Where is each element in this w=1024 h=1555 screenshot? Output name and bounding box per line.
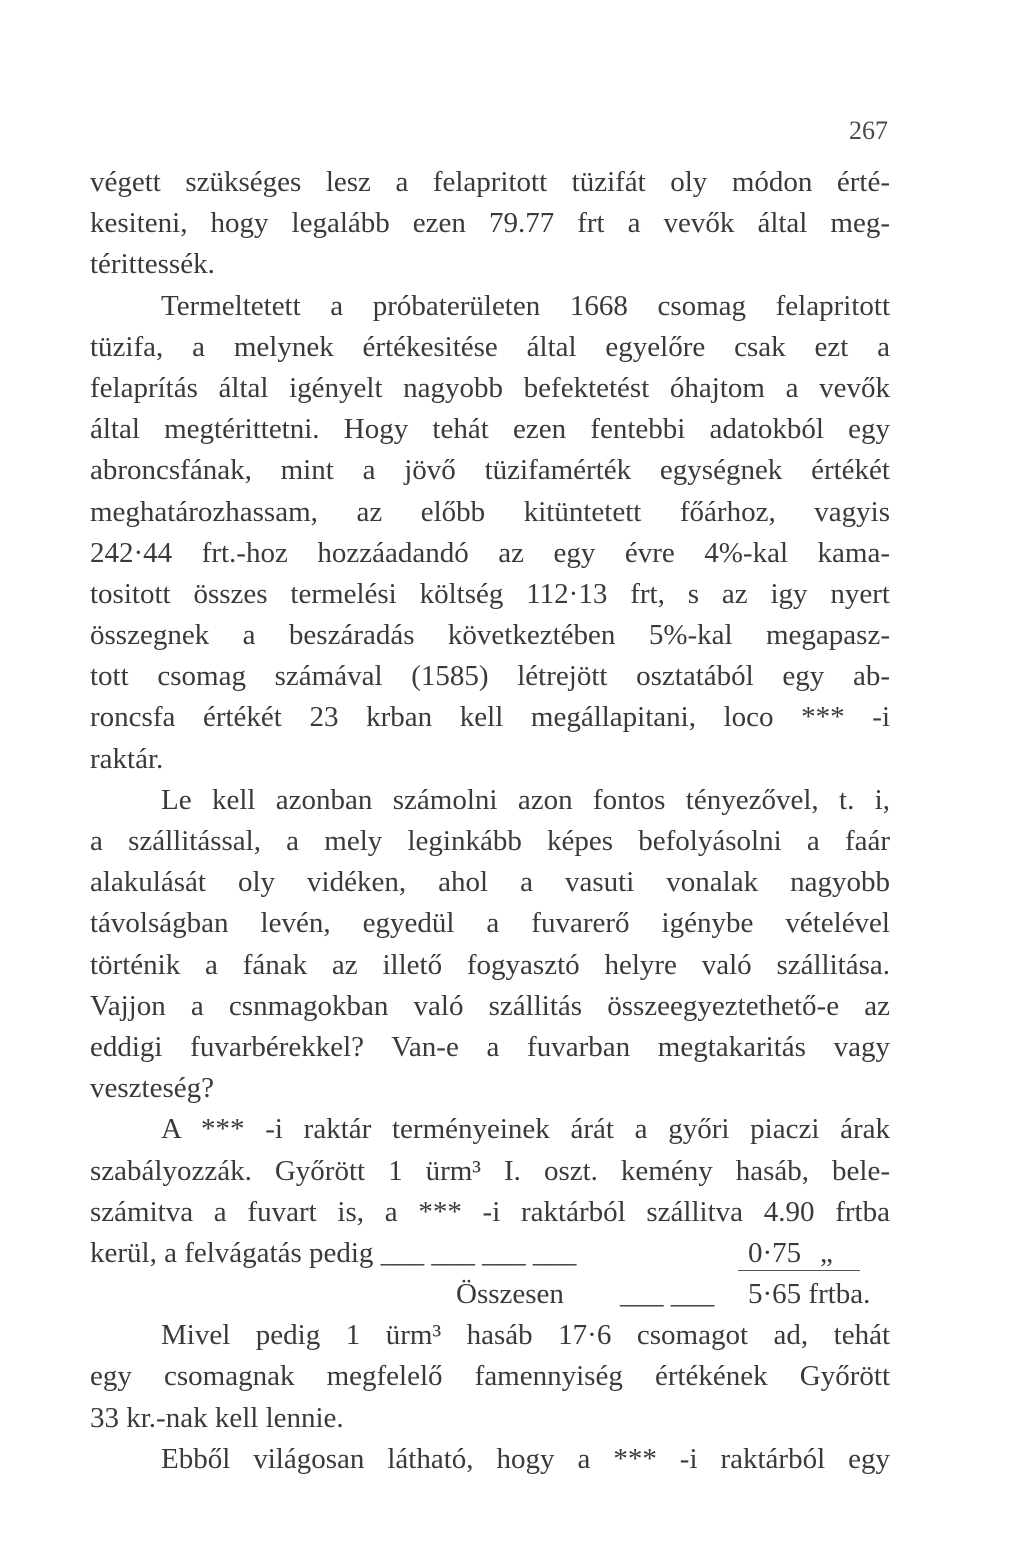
- text-line: veszteség?: [90, 1072, 214, 1105]
- text-line: térittessék.: [90, 248, 215, 281]
- text-line: alakulását oly vidéken, ahol a vasuti vonalak nagyobb: [90, 866, 890, 899]
- text-line: 242·44 frt.-hoz hozzáadandó az egy évre 4%-kal kama-: [90, 536, 890, 569]
- text-line: egy csomagnak megfelelő famennyiség értékének Győrött: [90, 1360, 890, 1393]
- text-line: tott csomag számával (1585) létrejött osztatából egy ab-: [90, 660, 890, 693]
- paragraph-lines-after: [90, 1315, 890, 1480]
- text-line: A *** -i raktár terményeinek árát a győri piaczi árak: [161, 1113, 890, 1146]
- text-line: kesiteni, hogy legalább ezen 79.77 frt a vevők által meg-: [90, 207, 890, 240]
- text-line: tositott összes termelési költség 112·13 frt, s az igy nyert: [90, 577, 890, 610]
- paragraph-lines-before: [90, 162, 890, 1233]
- text-line: távolságban levén, egyedül a fuvarerő igénybe vételével: [90, 907, 890, 940]
- sum-underline: [738, 1270, 860, 1271]
- total-row: [90, 1274, 890, 1315]
- text-line: számitva a fuvart is, a *** -i raktárból szállitva 4.90 frtba: [90, 1195, 890, 1228]
- text-line: abroncsfának, mint a jövő tüzifamérték egységnek értékét: [90, 454, 890, 487]
- text-line: Vajjon a csnmagokban való szállitás összeegyeztethető-e az: [90, 989, 890, 1022]
- text-line: felaprítás által igényelt nagyobb befektetést óhajtom a vevők: [90, 371, 890, 404]
- text-line: roncsfa értékét 23 krban kell megállapitani, loco *** -i: [90, 701, 890, 734]
- text-line: összegnek a beszáradás következtében 5%-kal megapasz-: [90, 619, 890, 652]
- total-row-label: Összesen: [456, 1278, 564, 1311]
- page-number: 267: [849, 116, 888, 145]
- text-line: Termeltetett a próbaterületen 1668 csomag felapritott: [161, 289, 890, 322]
- text-line: tüzifa, a melynek értékesitése által egyelőre csak ezt a: [90, 330, 890, 363]
- total-row-dots: ___ ___: [620, 1278, 715, 1311]
- text-line: végett szükséges lesz a felapritott tüzifát oly módon érté-: [90, 166, 890, 198]
- cost-row: [90, 1233, 890, 1274]
- text-line: Le kell azonban számolni azon fontos tényezővel, t. i,: [161, 783, 890, 816]
- cost-row-value: 0·75: [748, 1236, 802, 1269]
- total-row-value: 5·65 frtba.: [748, 1278, 871, 1311]
- cost-row-label: kerül, a felvágatás pedig ___ ___ ___ ___: [90, 1236, 577, 1269]
- text-line: a szállitással, a mely leginkább képes befolyásolni a faár: [90, 825, 890, 857]
- text-line: által megtérittetni. Hogy tehát ezen fentebbi adatokból egy: [90, 413, 890, 446]
- body-text: [90, 162, 890, 1480]
- text-line: meghatározhassam, az előbb kitüntetett főárhoz, vagyis: [90, 495, 890, 528]
- cost-row-unit: „: [820, 1236, 833, 1269]
- text-line: eddigi fuvarbérekkel? Van-e a fuvarban megtakaritás vagy: [90, 1030, 890, 1063]
- text-line: Mivel pedig 1 ürm³ hasáb 17·6 csomagot ad, tehát: [161, 1319, 890, 1352]
- text-line: szabályozzák. Győrött 1 ürm³ I. oszt. kemény hasáb, bele-: [90, 1154, 890, 1187]
- text-line: raktár.: [90, 742, 164, 775]
- text-line: Ebből világosan látható, hogy a *** -i raktárból egy: [161, 1442, 890, 1475]
- text-line: történik a fának az illető fogyasztó helyre való szállitása.: [90, 948, 890, 981]
- text-line: 33 kr.-nak kell lennie.: [90, 1401, 344, 1434]
